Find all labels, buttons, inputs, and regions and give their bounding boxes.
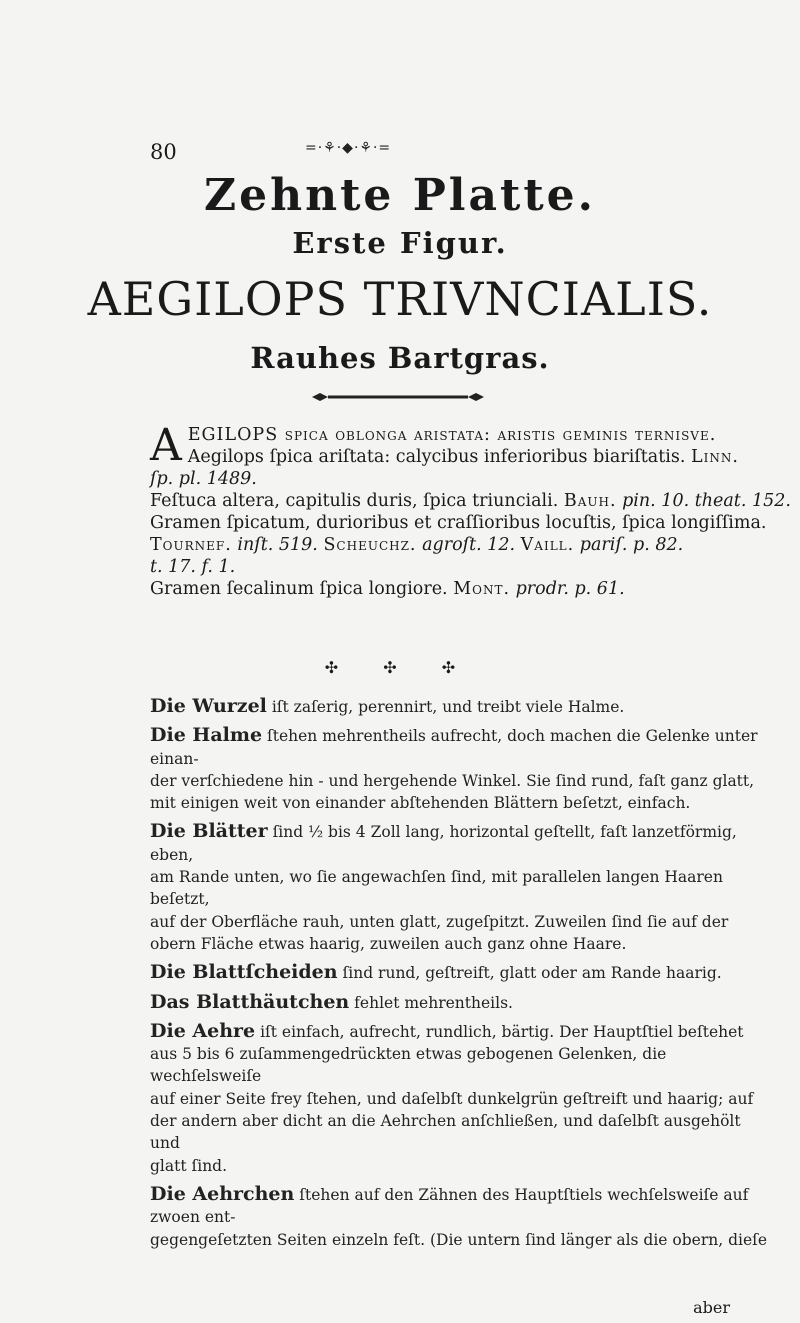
synonymy-block [150,420,791,600]
description-keyword: Die Blattſcheiden [150,961,338,984]
common-species-name: Rauhes Bartgras. [250,341,550,375]
description-line [150,1110,772,1155]
drop-cap: A [150,420,182,471]
synonym-line-7: t. 17. f. 1. [150,557,236,577]
description-keyword: Die Blätter [150,820,268,843]
description-line [150,820,772,866]
description-text: ſtehen mehrentheils aufrecht, doch machen die Gelenke unter einan- [150,727,758,768]
description-text: der verſchiedene hin - und hergehende Winkel. Sie ſind rund, faſt ganz glatt, [150,771,755,790]
description-keyword: Das Blatthäutchen [150,990,350,1013]
description-text: fehlet mehrentheils. [349,993,513,1012]
description-line [150,866,772,911]
description-line [150,1043,772,1088]
description-text: auf einer Seite frey ſtehen, und daſelbſt dunkelgrün geſtreift und haarig; auf [150,1089,754,1108]
description-line [150,1020,772,1043]
description-text: am Rande unten, wo ſie angewachſen ſind, mit parallelen langen Haaren beſetzt, [150,868,723,909]
description-line [150,961,772,984]
page-number: 80 [150,140,177,164]
description-line [150,695,772,718]
synonym-line-5: Gramen ſpicatum, durioribus et craſſioribus locuſtis, ſpica longiſſima. [150,513,767,533]
latin-species-name: AEGILOPS TRIVNCIALIS. [87,272,713,326]
description-text: obern Fläche etwas haarig, zuweilen auch ganz ohne Haare. [150,934,627,953]
description-line [150,770,772,792]
section-divider-stars: ✣ ✣ ✣ [324,658,476,677]
synonym-line-6: Tournef. inſt. 519. Scheuchz. agroſt. 12. Vaill. pariſ. p. 82. [150,535,684,555]
description-text: auf der Oberfläche rauh, unten glatt, zugeſpitzt. Zuweilen ſind ſie auf der [150,912,729,931]
description-text: ſind ½ bis 4 Zoll lang, horizontal geſtellt, faſt lanzetförmig, eben, [150,823,737,864]
description-text: mit einigen weit von einander abſtehenden Blättern beſetzt, einfach. [150,794,691,813]
description-line [150,724,772,770]
description-keyword: Die Aehre [150,1019,256,1042]
synonym-line-3: ſp. pl. 1489. [150,469,257,489]
header-ornament: =·⚘·◆·⚘·= [305,140,392,156]
description-keyword: Die Wurzel [150,695,267,717]
description-line [150,991,772,1014]
synonym-line-8: Gramen ſecalinum ſpica longiore. Mont. prodr. p. 61. [150,579,625,599]
plate-title: Zehnte Platte. [203,170,596,221]
description-line [150,1155,772,1177]
catchword: aber [693,1298,730,1317]
description-text: glatt ſind. [150,1156,228,1175]
ornamental-rule [312,393,484,401]
description-keyword: Die Halme [150,724,263,747]
description-keyword: Die Aehrchen [150,1182,295,1205]
description-text: aus 5 bis 6 zuſammengedrückten etwas gebogenen Gelenken, die wechſelsweiſe [150,1045,667,1086]
synonym-line-4: Feſtuca altera, capitulis duris, ſpica triunciali. Bauh. pin. 10. theat. 152. [150,491,791,511]
description-text: der andern aber dicht an die Aehrchen anſchließen, und daſelbſt ausgehölt und [150,1112,741,1153]
description-line [150,1088,772,1110]
synonym-line-1: A EGILOPS spica oblonga ariſtata: ariſtis geminis ternisve. [150,420,717,471]
description-line [150,792,772,814]
description-text: iſt einfach, aufrecht, rundlich, bärtig. Der Hauptſtiel beſtehet [255,1022,744,1041]
description-line [150,1183,772,1229]
description-text: ſind rund, geſtreift, glatt oder am Rande haarig. [337,964,722,983]
description-line [150,933,772,955]
description-text: ſtehen auf den Zähnen des Hauptſtiels wechſelsweiſe auf zwoen ent- [150,1185,749,1227]
description-text: iſt zaſerig, perennirt, und treibt viele Halme. [266,698,625,716]
description-text: gegengeſetzten Seiten einzeln feſt. (Die untern ſind länger als die obern, dieſe [150,1230,768,1249]
synonym-line-2: Aegilops ſpica ariſtata: calycibus inferioribus biariſtatis. Linn. [187,447,739,467]
description-block [150,695,772,1251]
figure-title: Erste Figur. [292,226,508,260]
description-line [150,911,772,933]
description-line [150,1229,772,1251]
